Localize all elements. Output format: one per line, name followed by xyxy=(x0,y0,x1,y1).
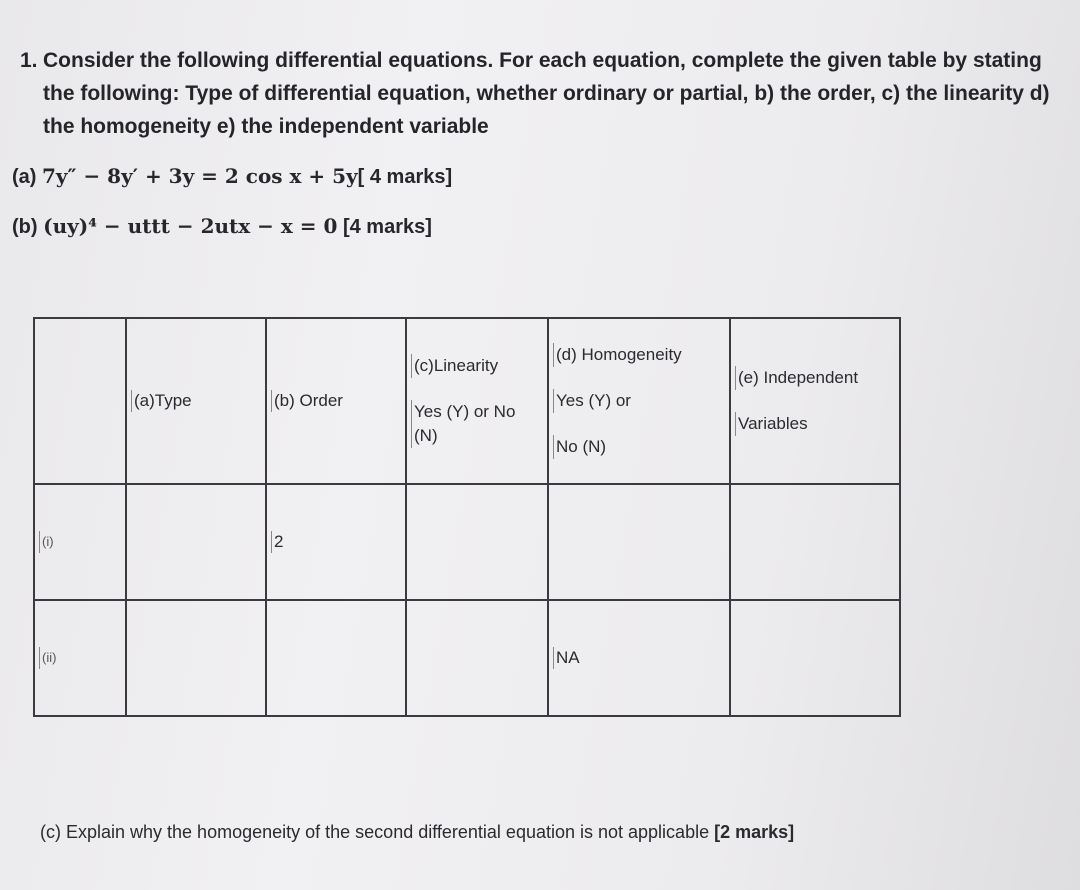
row-label: (ii) xyxy=(34,600,126,716)
question-1 xyxy=(20,44,1060,143)
header-linearity-sub1: Yes (Y) or No xyxy=(411,400,543,424)
question-text: Consider the following differential equations. For each equation, complete the given table by stating the following: Type of differential equation, whether ordinary or partial, b) the order, c) the linearity d) the homogeneity e) the independent variable xyxy=(43,49,1050,138)
part-c-marks: [2 marks] xyxy=(714,822,795,842)
cell-order: 2 xyxy=(266,484,406,600)
equation-a xyxy=(12,164,452,189)
answer-table xyxy=(33,317,901,717)
cell-homogeneity xyxy=(548,484,730,600)
header-homogeneity-sub1: Yes (Y) or xyxy=(553,389,725,413)
header-linearity-sub2: (N) xyxy=(411,424,543,448)
cell-independent xyxy=(730,484,900,600)
equation-a-expression: 7y″ − 8y′ + 3y = 2 cos x + 5y xyxy=(42,164,358,188)
cell-homogeneity: NA xyxy=(548,600,730,716)
header-linearity xyxy=(406,318,548,484)
header-type: (a)Type xyxy=(126,318,266,484)
table-header-row xyxy=(34,318,900,484)
header-linearity-title: (c)Linearity xyxy=(411,354,543,378)
equation-b-marks: [4 marks] xyxy=(342,216,432,238)
equation-a-label: (a) xyxy=(12,166,37,188)
equation-a-marks: [ 4 marks] xyxy=(357,166,453,188)
header-order: (b) Order xyxy=(266,318,406,484)
cell-linearity xyxy=(406,484,548,600)
cell-type xyxy=(126,600,266,716)
equation-b-expression: (uy)⁴ − uttt − 2utx − x = 0 xyxy=(43,214,338,238)
part-c-question xyxy=(40,822,794,843)
header-homogeneity xyxy=(548,318,730,484)
cell-order xyxy=(266,600,406,716)
part-c-text: (c) Explain why the homogeneity of the second differential equation is not applicable xyxy=(40,822,710,842)
header-independent-line1: (e) Independent xyxy=(735,366,895,390)
header-independent xyxy=(730,318,900,484)
table-row xyxy=(34,484,900,600)
header-independent-line2: Variables xyxy=(735,412,895,436)
equation-b xyxy=(12,214,432,239)
table-row xyxy=(34,600,900,716)
cell-independent xyxy=(730,600,900,716)
header-homogeneity-title: (d) Homogeneity xyxy=(553,343,725,367)
header-homogeneity-sub2: No (N) xyxy=(553,435,725,459)
equation-b-label: (b) xyxy=(12,216,38,238)
question-number: 1. xyxy=(20,49,38,72)
cell-linearity xyxy=(406,600,548,716)
row-label: (i) xyxy=(34,484,126,600)
header-corner-cell xyxy=(34,318,126,484)
cell-type xyxy=(126,484,266,600)
